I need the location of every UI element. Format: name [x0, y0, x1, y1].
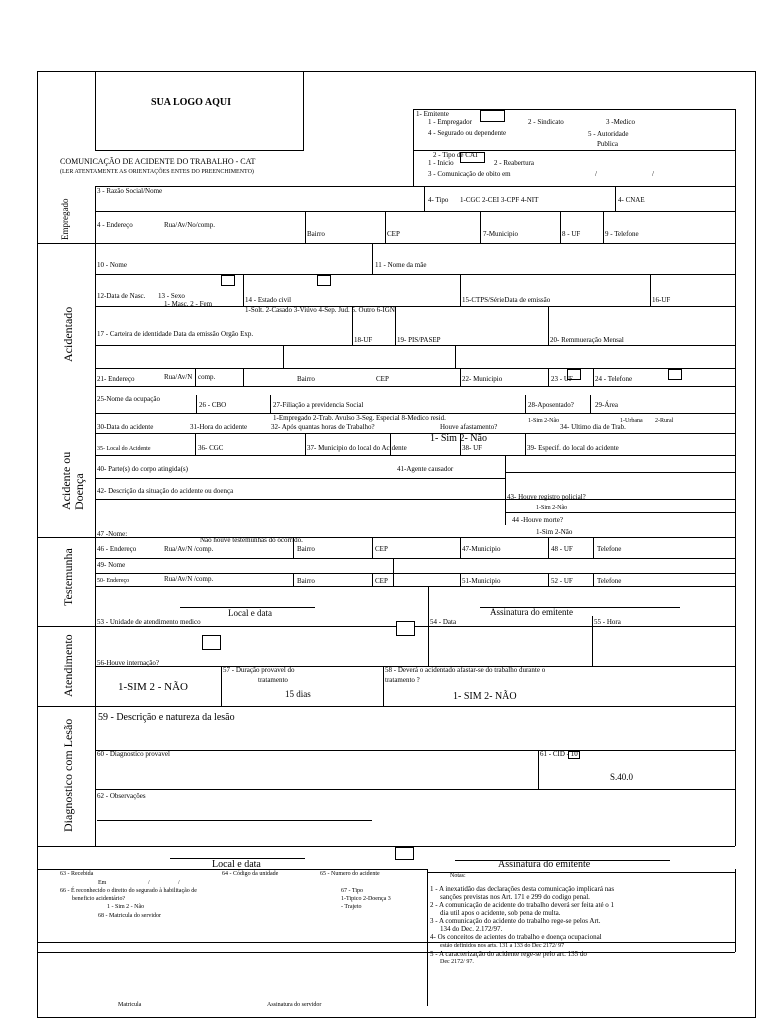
- duracao-tratamento-label: tratamento: [258, 676, 288, 684]
- descricao-acidente-label: 42- Descrição da situação do acidente ou doença: [97, 487, 234, 495]
- testemunha-assinatura: Assinatura do emitente: [490, 607, 573, 617]
- testemunha-telefone-label: Telefone: [597, 545, 622, 553]
- telefone24-label: 24 - Telefone: [595, 375, 633, 383]
- observacoes-label: 62 - Observações: [97, 792, 146, 800]
- uf23-label: 23 - UF: [551, 375, 573, 383]
- section-testemunha: Testemunha: [61, 548, 75, 606]
- sexo-checkbox[interactable]: [221, 275, 235, 286]
- area-opts-3: 2-Rural: [655, 418, 674, 424]
- afastamento-label: Houve afastamento?: [440, 423, 498, 431]
- ctps-label: 15-CTPS/SérieData de emissão: [462, 296, 551, 304]
- codigo-unidade-label: 64 - Código da unidade: [222, 871, 279, 877]
- bairro21-label: Bairro: [297, 375, 315, 383]
- civil-checkbox[interactable]: [317, 275, 331, 286]
- matricula-servidor-label: 68 - Matricula do servidor: [98, 913, 161, 919]
- morte-label: 44 -Houve morte?: [512, 516, 563, 524]
- duracao-dias: 15 dias: [285, 689, 311, 699]
- footer-assinatura: Assinatura do emitente: [498, 859, 591, 870]
- data-acidente-label: 30-Data do acidente: [97, 423, 154, 431]
- policial-label: 43- Houve registro policial?: [507, 493, 586, 501]
- identidade-label: 17 - Carteira de identidade Data da emissão Orgão Exp.: [97, 330, 254, 338]
- unidade-atendimento-label: 53 - Unidade de atendimento medico: [97, 618, 201, 626]
- cep-label: CEP: [387, 230, 400, 238]
- uf16-label: 16-UF: [652, 296, 671, 304]
- emitente-opt-5b: Publica: [597, 140, 618, 148]
- tipo-cat-reabertura: 2 - Reabertura: [494, 159, 535, 167]
- area-opts-2: 1-Urbana: [620, 418, 643, 424]
- testemunha-rua-label: Rua/Av/N /comp.: [164, 545, 214, 553]
- agente-label: 41-Agente causador: [397, 465, 454, 473]
- ocupacao-label: 25-Nome da ocupação: [97, 395, 160, 403]
- nota-2: 2 - A comunicação de acidente do trabalho deverá ser feita até o 1: [430, 901, 615, 909]
- testemunha2-rua-label: Rua/Av/N /comp.: [164, 575, 214, 583]
- afastar-sim-nao: 1- SIM 2- NÃO: [453, 691, 517, 702]
- testemunha-end-label: 46 - Endereço: [97, 545, 137, 553]
- morte-opts: 1-Sim 2-Não: [536, 528, 573, 536]
- municipio-local-label: 37- Municipio do local do Acidente: [307, 444, 407, 452]
- testemunha-local-data: Local e data: [228, 608, 272, 618]
- testemunha-cep-label: CEP: [375, 545, 388, 553]
- footer-local-data: Local e data: [212, 859, 261, 870]
- recebida-slash-2: /: [178, 880, 180, 886]
- diagnostico-provavel-label: 60 - Diagnostico provavel: [97, 750, 170, 758]
- nome-label: 10 - Nome: [97, 261, 127, 269]
- area-opts-1: 1-Sim 2-Não: [528, 418, 560, 424]
- municipio-label: 7-Municipio: [483, 230, 518, 238]
- internacao-checkbox[interactable]: [202, 635, 221, 650]
- policial-opts: 1-Sim 2-Não: [536, 505, 568, 511]
- comp21-label: comp.: [198, 373, 216, 381]
- section-acidente: [60, 450, 86, 510]
- em-label: Em: [98, 880, 107, 886]
- nao-houve-testemunhas: Não houve testemunhas do ocorrido.: [200, 536, 303, 544]
- partes-label: 40- Parte(s) do corpo atingida(s): [97, 465, 188, 473]
- uf38-label: 38- UF: [462, 444, 483, 452]
- afastar-checkbox[interactable]: [396, 621, 415, 636]
- assinatura-servidor-label: Assinatura do servidor: [267, 1002, 322, 1008]
- nota-3b: 134 do Dec. 2.172/97.: [440, 925, 503, 933]
- nota-1: 1 - A inexatidão das declarações desta comunicação implicará nas: [430, 885, 615, 893]
- cid-label: 61 - CID - 10: [540, 750, 578, 758]
- tipo67-label: 67 - Tipo: [341, 888, 364, 894]
- especif-label: 39- Especif. do local do acidente: [527, 444, 619, 452]
- testemunha2-bairro-label: Bairro: [297, 577, 315, 585]
- testemunha2-municipio-label: 51-Municipio: [462, 577, 501, 585]
- nota-4b: estão definidos nos arts. 131 a 133 do Dec 2172/ 97: [440, 943, 565, 949]
- hora-acidente-label: 31-Hora do acidente: [190, 423, 248, 431]
- civil-opts: 1-Solt. 2-Casado 3-Viúvo 4-Sep. Jud. 5. Outro 6-IGN: [245, 306, 395, 314]
- reconhecido-label: 66 - É reconhecido o direito do segurado à habilitação de: [60, 888, 197, 894]
- tipo-cat-label: 2 - Tipo de CAT: [433, 151, 479, 159]
- uf18-label: 18-UF: [354, 336, 373, 344]
- cgc-label: 36- CGC: [198, 444, 224, 452]
- nasc-label: 12-Data de Nasc.: [97, 292, 146, 300]
- civil-label: 14 - Estado civil: [245, 296, 292, 304]
- testemunha2-uf-label: 52 - UF: [551, 577, 573, 585]
- sexo-label: 13 - Sexo: [158, 292, 185, 300]
- endereco-label: 4 - Endereço: [97, 221, 133, 229]
- apos-horas-label: 32- Após quantas horas de Trabalho?: [271, 423, 375, 431]
- reconhecido-sim-nao: 1 - Sim 2 - Não: [107, 904, 145, 910]
- emitente-opt-2: 2 - Sindicato: [528, 118, 564, 126]
- emitente-opt-4: 4 - Segurado ou dependente: [428, 129, 507, 137]
- section-empregado: Empregado: [60, 198, 70, 240]
- emitente-opt-1: 1 - Empregador: [428, 118, 472, 126]
- obito-date-slash-1: /: [595, 170, 597, 178]
- emitente-opt-5: 5 - Autoridade: [588, 130, 629, 138]
- local-acidente-label: 35- Local do Acidente: [97, 446, 151, 452]
- afastamento-sim-nao: 1- Sim 2- Não: [430, 433, 487, 444]
- testemunha-uf-label: 48 - UF: [551, 545, 573, 553]
- logo-box: [95, 71, 304, 151]
- atendimento-data-label: 54 - Data: [430, 618, 457, 626]
- recebida-slash-1: /: [148, 880, 150, 886]
- matricula-label: Matricula: [118, 1002, 142, 1008]
- duracao-label: 57 - Duração provavel do: [223, 666, 295, 674]
- cep21-label: CEP: [376, 375, 389, 383]
- nota-3: 3 - A comunicação do acidente do trabalho rege-se pelos Art.: [430, 917, 601, 925]
- atendimento-hora-label: 55 - Hora: [594, 618, 621, 626]
- internacao-sim-nao: 1-SIM 2 - NÃO: [118, 681, 188, 693]
- nota-5: 5 - A caracterização do acidente rege-se pelo art. 135 do: [430, 950, 587, 958]
- filiacao-label: 27-Filiação a previdencia Social: [273, 401, 364, 409]
- beneficio-label: beneficio acidentário?: [72, 896, 126, 902]
- cid-value: S.40.0: [610, 772, 634, 782]
- section-atendimento: Atendimento: [61, 634, 75, 697]
- recebida-label: 63 - Recebida: [60, 871, 94, 877]
- tipo-cat-obito: 3 - Comunicação de obito em: [428, 170, 511, 178]
- section-acidente-text: Acidente ou Doença: [59, 451, 86, 510]
- cnae-label: 4- CNAE: [618, 196, 645, 204]
- tipo-cat-inicio: 1 - Inicio: [428, 159, 454, 167]
- descricao-lesao-label: 59 - Descrição e natureza da lesão: [98, 712, 235, 723]
- testemunha2-end-label: 50- Endereço: [97, 578, 130, 584]
- nota-1b: sanções previstas nos Art. 171 e 299 do codigo penal.: [440, 893, 590, 901]
- sexo-opts: 1- Masc. 2 - Fem: [164, 300, 213, 308]
- testemunha2-telefone-label: Telefone: [597, 577, 622, 585]
- section-diagnostico: Diagnostico com Lesão: [61, 718, 75, 832]
- testemunha-municipio-label: 47-Municipio: [462, 545, 501, 553]
- aposentado-label: 28-Aposentado?: [528, 401, 574, 409]
- section-acidentado: Acidentado: [61, 306, 75, 362]
- municipio22-label: 22- Municipio: [462, 375, 503, 383]
- rua-label: Rua/Av/No/comp.: [164, 221, 216, 229]
- filiacao-opts: 1-Empregado 2-Trab. Avulso 3-Seg. Especial 8-Medico resid.: [273, 414, 446, 422]
- nota-4: 4- Os conceitos de acientes do trabalho e doença ocupacional: [430, 933, 602, 941]
- emitente-checkbox[interactable]: [480, 110, 505, 122]
- nota-2b: dia util apos o acidente, sob pena de multa.: [440, 909, 561, 917]
- testemunha2-nome-label: 49- Nome: [97, 561, 126, 569]
- endereco21-label: 21- Endereço: [97, 375, 135, 383]
- nota-5b: Dec 2172/ 97.: [440, 959, 474, 965]
- ultimo-dia-label: 34- Ultimo dia de Trab.: [560, 423, 626, 431]
- trajeto-label: - Trajeto: [341, 904, 362, 910]
- cbo-label: 26 - CBO: [199, 401, 227, 409]
- uf-label: 8 - UF: [562, 230, 581, 238]
- internacao-label: 56-Houve internação?: [97, 659, 159, 667]
- testemunha2-cep-label: CEP: [375, 577, 388, 585]
- form-subtitle: (LER ATENTAMENTE AS ORIENTAÇÕES ENTES DO PREENCHIMENTO): [60, 169, 254, 175]
- razao-social-label: 3 - Razão Social/Nome: [97, 187, 163, 195]
- numero-acidente-label: 65 - Numero do acidente: [320, 871, 380, 877]
- footer-checkbox-1[interactable]: [395, 847, 414, 860]
- tipico-label: 1-Tipico 2-Doença 3: [341, 896, 391, 902]
- emitente-label: 1- Emitente: [416, 110, 449, 118]
- pis-label: 19- PIS/PASEP: [397, 336, 441, 344]
- mae-label: 11 - Nome da mãe: [375, 261, 427, 269]
- rua21-label: Rua/Av/N: [164, 373, 193, 381]
- tipo-opts: 1-CGC 2-CEI 3-CPF 4-NIT: [460, 196, 539, 204]
- bairro-label: Bairro: [307, 230, 325, 238]
- obito-date-slash-2: /: [652, 170, 654, 178]
- emitente-opt-3: 3 -Medico: [606, 118, 635, 126]
- devera-afastar-label: 58 - Deverá o acidentado afastar-se do trabalho durante o: [385, 666, 546, 674]
- logo-placeholder: SUA LOGO AQUI: [151, 97, 232, 108]
- notas-label: Notas:: [450, 873, 466, 879]
- tipo-label: 4- Tipo: [428, 196, 449, 204]
- telefone24-checkbox[interactable]: [668, 369, 682, 380]
- devera-tratamento-label: tratamento ?: [385, 676, 420, 684]
- testemunha-bairro-label: Bairro: [297, 545, 315, 553]
- telefone-label: 9 - Telefone: [605, 230, 639, 238]
- form-outer-border: [37, 71, 756, 1018]
- area-label: 29-Área: [595, 401, 618, 409]
- remuneracao-label: 20- Remmueração Mensal: [550, 336, 624, 344]
- testemunha-nome-label: 47 -Nome:: [97, 530, 128, 538]
- form-title: COMUNICAÇÃO DE ACIDENTE DO TRABALHO - CAT: [60, 157, 256, 166]
